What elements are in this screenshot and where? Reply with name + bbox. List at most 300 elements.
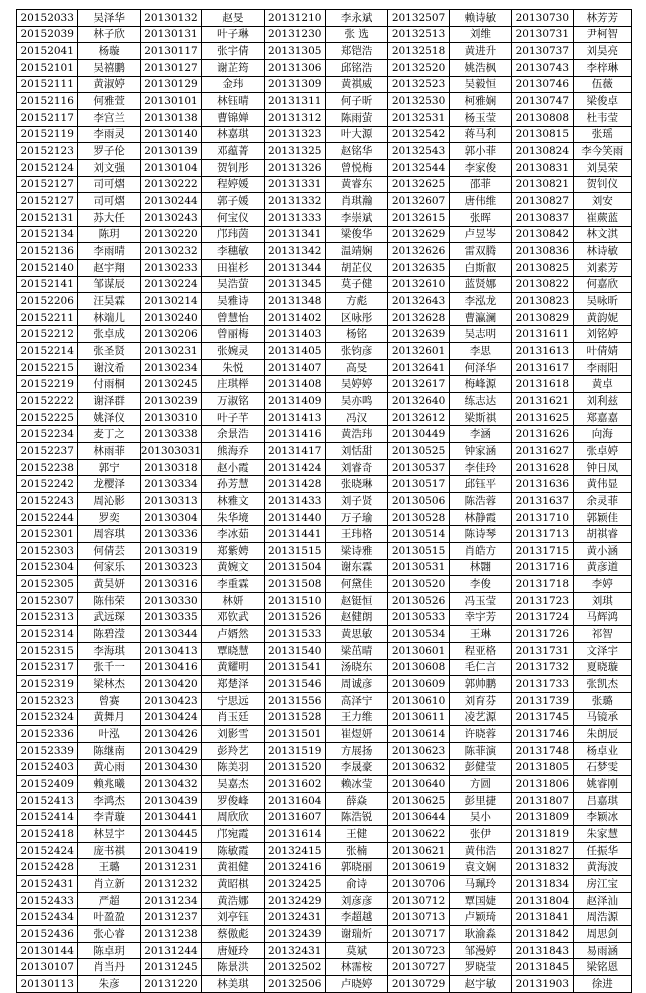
student-name-cell: 田崔杉 — [202, 259, 264, 276]
student-name-cell: 余景浩 — [202, 426, 264, 443]
student-name-cell: 马镜承 — [573, 709, 631, 726]
student-name-cell: 郑楚泽 — [202, 676, 264, 693]
student-name-cell: 李海琪 — [78, 642, 140, 659]
student-name-cell: 赵宇敏 — [449, 976, 511, 993]
student-id-cell: 20131841 — [512, 909, 573, 926]
student-id-cell: 20131210 — [264, 10, 325, 27]
student-id-cell: 20130304 — [140, 509, 201, 526]
student-id-cell: 20132544 — [388, 159, 449, 176]
student-name-cell: 李冰茹 — [202, 526, 264, 543]
student-name-cell: 刘文强 — [78, 159, 140, 176]
student-id-cell: 20152436 — [17, 926, 78, 943]
student-id-cell: 20131715 — [512, 543, 573, 560]
student-name-cell: 方展扬 — [325, 742, 387, 759]
student-name-cell: 梁铭恩 — [573, 959, 631, 976]
student-id-cell: 20130316 — [140, 576, 201, 593]
student-id-cell: 20131724 — [512, 609, 573, 626]
student-name-cell: 朱华境 — [202, 509, 264, 526]
student-id-cell: 20131611 — [512, 326, 573, 343]
student-id-cell: 20130445 — [140, 826, 201, 843]
student-name-cell: 邱钰平 — [449, 476, 511, 493]
student-id-cell: 20130640 — [388, 776, 449, 793]
student-name-cell: 何泽华 — [449, 359, 511, 376]
student-id-cell: 20152124 — [17, 159, 78, 176]
student-name-cell: 黄耀明 — [202, 659, 264, 676]
student-name-cell: 肖玉廷 — [202, 709, 264, 726]
student-id-cell: 20130506 — [388, 493, 449, 510]
student-id-cell: 20130222 — [140, 176, 201, 193]
student-name-cell: 张千一 — [78, 659, 140, 676]
student-id-cell: 20131520 — [264, 759, 325, 776]
student-name-cell: 卢颖琦 — [449, 909, 511, 926]
student-id-cell: 20131731 — [512, 642, 573, 659]
student-name-cell: 叶子琳 — [202, 26, 264, 43]
student-id-cell: 20132607 — [388, 193, 449, 210]
student-id-cell: 20130243 — [140, 209, 201, 226]
student-name-cell: 曹瀛澜 — [449, 309, 511, 326]
student-id-cell: 20130131 — [140, 26, 201, 43]
student-id-cell: 20131739 — [512, 692, 573, 709]
student-name-cell: 袁文娴 — [449, 859, 511, 876]
table-row — [17, 343, 632, 360]
student-name-cell: 王力维 — [325, 709, 387, 726]
student-id-cell: 20130432 — [140, 776, 201, 793]
student-name-cell: 黄昭棋 — [202, 876, 264, 893]
student-id-cell: 20131806 — [512, 776, 573, 793]
table-row — [17, 309, 632, 326]
student-id-cell: 20152134 — [17, 226, 78, 243]
student-id-cell: 20130423 — [140, 692, 201, 709]
student-id-cell: 20132625 — [388, 176, 449, 193]
student-id-cell: 20130334 — [140, 476, 201, 493]
student-name-cell: 唐娅玲 — [202, 942, 264, 959]
student-name-cell: 刘睿奇 — [325, 459, 387, 476]
student-name-cell: 卢昱岑 — [449, 226, 511, 243]
student-id-cell: 20131402 — [264, 309, 325, 326]
table-row — [17, 109, 632, 126]
student-id-cell: 20131541 — [264, 659, 325, 676]
student-id-cell: 20130730 — [512, 10, 573, 27]
student-id-cell: 20130515 — [388, 543, 449, 560]
student-id-cell: 20130233 — [140, 259, 201, 276]
student-id-cell: 20130330 — [140, 592, 201, 609]
student-id-cell: 20152206 — [17, 293, 78, 310]
student-name-cell: 蔡傲彪 — [202, 926, 264, 943]
student-name-cell: 李永斌 — [325, 10, 387, 27]
student-name-cell: 黄海波 — [573, 859, 631, 876]
student-id-cell: 20132615 — [388, 209, 449, 226]
student-name-cell: 黄婉文 — [202, 559, 264, 576]
student-name-cell: 梅峰源 — [449, 376, 511, 393]
student-name-cell: 方圆 — [449, 776, 511, 793]
student-id-cell: 20132543 — [388, 143, 449, 160]
table-row — [17, 642, 632, 659]
student-name-cell: 刘琪 — [573, 592, 631, 609]
student-name-cell: 李俊 — [449, 576, 511, 593]
student-id-cell: 20131540 — [264, 642, 325, 659]
student-name-cell: 罗子伦 — [78, 143, 140, 160]
student-id-cell: 20130430 — [140, 759, 201, 776]
student-id-cell: 20152304 — [17, 559, 78, 576]
student-id-cell: 20130706 — [388, 876, 449, 893]
student-id-cell: 20131416 — [264, 426, 325, 443]
student-name-cell: 李佳玲 — [449, 459, 511, 476]
student-name-cell: 李崇斌 — [325, 209, 387, 226]
student-name-cell: 麦丁之 — [78, 426, 140, 443]
student-name-cell: 赵宇翔 — [78, 259, 140, 276]
table-row — [17, 443, 632, 460]
student-name-cell: 龙樱泽 — [78, 476, 140, 493]
student-name-cell: 陈卓玥 — [78, 942, 140, 959]
student-name-cell: 吴小 — [449, 809, 511, 826]
student-name-cell: 陈菲演 — [449, 742, 511, 759]
student-id-cell: 20130338 — [140, 426, 201, 443]
student-name-cell: 金玮 — [202, 76, 264, 93]
student-id-cell: 20152237 — [17, 443, 78, 460]
student-id-cell: 20131819 — [512, 826, 573, 843]
student-id-cell: 20130531 — [388, 559, 449, 576]
student-id-cell: 20152117 — [17, 109, 78, 126]
student-id-cell: 20131341 — [264, 226, 325, 243]
student-name-cell: 黄舞月 — [78, 709, 140, 726]
student-id-cell: 20130220 — [140, 226, 201, 243]
student-name-cell: 严超 — [78, 892, 140, 909]
student-name-cell: 朱家慧 — [573, 826, 631, 843]
student-name-cell: 彭里捷 — [449, 792, 511, 809]
student-name-cell: 李宫兰 — [78, 109, 140, 126]
student-id-cell: 20132431 — [264, 942, 325, 959]
student-name-cell: 吴雅诗 — [202, 293, 264, 310]
student-name-cell: 李穗敏 — [202, 243, 264, 260]
student-id-cell: 20152242 — [17, 476, 78, 493]
student-name-cell: 陈美羽 — [202, 759, 264, 776]
student-id-cell: 20152414 — [17, 809, 78, 826]
student-name-cell: 叶子芊 — [202, 409, 264, 426]
student-id-cell: 20130842 — [512, 226, 573, 243]
student-name-cell: 邝玮茵 — [202, 226, 264, 243]
student-id-cell: 20131305 — [264, 43, 325, 60]
student-name-cell: 赖诗敏 — [449, 10, 511, 27]
student-id-cell: 20132635 — [388, 259, 449, 276]
student-name-cell: 柯雅娴 — [449, 93, 511, 110]
student-id-cell: 20132506 — [264, 976, 325, 993]
student-name-cell: 陈浩蓉 — [449, 493, 511, 510]
student-name-cell: 吴志明 — [449, 326, 511, 343]
student-id-cell: 20130101 — [140, 93, 201, 110]
student-id-cell: 20131834 — [512, 876, 573, 893]
student-name-cell: 谢瑞炘 — [325, 926, 387, 943]
student-id-cell: 20130621 — [388, 842, 449, 859]
student-name-cell: 黄昊妍 — [78, 576, 140, 593]
student-name-cell: 张伊 — [449, 826, 511, 843]
student-name-cell: 梁茁晴 — [325, 642, 387, 659]
student-name-cell: 李鸿杰 — [78, 792, 140, 809]
student-id-cell: 20130232 — [140, 243, 201, 260]
table-row — [17, 459, 632, 476]
student-id-cell: 20130244 — [140, 193, 201, 210]
student-id-cell: 20131237 — [140, 909, 201, 926]
table-row — [17, 493, 632, 510]
student-name-cell: 黄祺威 — [325, 76, 387, 93]
student-id-cell: 20130632 — [388, 759, 449, 776]
student-id-cell: 20130441 — [140, 809, 201, 826]
student-name-cell: 何倩芸 — [78, 543, 140, 560]
student-name-cell: 刘维 — [449, 26, 511, 43]
student-id-cell: 20152215 — [17, 359, 78, 376]
student-id-cell: 20131306 — [264, 59, 325, 76]
student-id-cell: 20131613 — [512, 343, 573, 360]
student-id-cell: 20132626 — [388, 243, 449, 260]
table-row — [17, 393, 632, 410]
table-row — [17, 792, 632, 809]
student-id-cell: 20130113 — [17, 976, 78, 993]
table-row — [17, 93, 632, 110]
student-id-cell: 20130825 — [512, 259, 573, 276]
student-id-cell: 20131441 — [264, 526, 325, 543]
student-name-cell: 曾丽梅 — [202, 326, 264, 343]
student-id-cell: 20130717 — [388, 926, 449, 943]
student-id-cell: 20131842 — [512, 926, 573, 943]
student-name-cell: 黄伟显 — [573, 476, 631, 493]
student-name-cell: 李超越 — [325, 909, 387, 926]
student-name-cell: 张楠 — [325, 842, 387, 859]
student-id-cell: 20130129 — [140, 76, 201, 93]
student-id-cell: 20130439 — [140, 792, 201, 809]
student-id-cell: 20130104 — [140, 159, 201, 176]
student-id-cell: 20132617 — [388, 376, 449, 393]
student-id-cell: 20132431 — [264, 909, 325, 926]
student-id-cell: 20131746 — [512, 726, 573, 743]
student-name-cell: 陈碧滢 — [78, 626, 140, 643]
student-name-cell: 刘安 — [573, 193, 631, 210]
student-id-cell: 20131403 — [264, 326, 325, 343]
student-id-cell: 20131515 — [264, 543, 325, 560]
student-id-cell: 20130117 — [140, 43, 201, 60]
table-row — [17, 526, 632, 543]
student-id-cell: 20131526 — [264, 609, 325, 626]
student-id-cell: 20152127 — [17, 193, 78, 210]
student-name-cell: 石梦雯 — [573, 759, 631, 776]
student-name-cell: 郭颖佳 — [573, 509, 631, 526]
student-name-cell: 陈浩锐 — [325, 809, 387, 826]
student-name-cell: 李梓琳 — [573, 59, 631, 76]
table-row — [17, 676, 632, 693]
student-name-cell: 梁俊卓 — [573, 93, 631, 110]
student-id-cell: 20131519 — [264, 742, 325, 759]
student-name-cell: 张宇倩 — [202, 43, 264, 60]
student-id-cell: 20152214 — [17, 343, 78, 360]
student-name-cell: 熊海乔 — [202, 443, 264, 460]
student-name-cell: 万子瑜 — [325, 509, 387, 526]
student-name-cell: 吴婷婷 — [325, 376, 387, 393]
table-row — [17, 976, 632, 993]
student-id-cell: 20131636 — [512, 476, 573, 493]
student-id-cell: 20130449 — [388, 426, 449, 443]
student-id-cell: 20152127 — [17, 176, 78, 193]
student-id-cell: 20131827 — [512, 842, 573, 859]
table-row — [17, 376, 632, 393]
student-name-cell: 吕嘉琪 — [573, 792, 631, 809]
student-id-cell: 20131607 — [264, 809, 325, 826]
student-id-cell: 20132542 — [388, 126, 449, 143]
student-id-cell: 20130712 — [388, 892, 449, 909]
student-name-cell: 莫子健 — [325, 276, 387, 293]
student-name-cell: 张晖 — [449, 209, 511, 226]
student-id-cell: 20131546 — [264, 676, 325, 693]
student-name-cell: 赵泽汕 — [573, 892, 631, 909]
student-id-cell: 20152324 — [17, 709, 78, 726]
student-name-cell: 刘昊荣 — [573, 159, 631, 176]
student-name-cell: 周容琪 — [78, 526, 140, 543]
student-id-cell: 20130517 — [388, 476, 449, 493]
student-id-cell: 20152116 — [17, 93, 78, 110]
student-id-cell: 20152418 — [17, 826, 78, 843]
student-name-cell: 姚睿刚 — [573, 776, 631, 793]
student-id-cell: 20130419 — [140, 842, 201, 859]
student-id-cell: 201303031 — [140, 443, 201, 460]
student-id-cell: 20131508 — [264, 576, 325, 593]
roster-body — [17, 10, 632, 993]
student-id-cell: 20131433 — [264, 493, 325, 510]
student-name-cell: 钟家涵 — [449, 443, 511, 460]
student-name-cell: 曾慧怡 — [202, 309, 264, 326]
student-id-cell: 20131326 — [264, 159, 325, 176]
table-row — [17, 326, 632, 343]
student-id-cell: 20130335 — [140, 609, 201, 626]
table-row — [17, 576, 632, 593]
student-name-cell: 林昱宇 — [78, 826, 140, 843]
student-name-cell: 曾赛 — [78, 692, 140, 709]
student-id-cell: 20152234 — [17, 426, 78, 443]
student-name-cell: 郭帅鹏 — [449, 676, 511, 693]
student-id-cell: 20152033 — [17, 10, 78, 27]
table-row — [17, 226, 632, 243]
student-id-cell: 20130831 — [512, 159, 573, 176]
student-name-cell: 黄韵妮 — [573, 309, 631, 326]
student-name-cell: 赵健朗 — [325, 609, 387, 626]
student-id-cell: 20130743 — [512, 59, 573, 76]
table-row — [17, 509, 632, 526]
student-name-cell: 马辉鸿 — [573, 609, 631, 626]
student-id-cell: 20131718 — [512, 576, 573, 593]
table-row — [17, 243, 632, 260]
student-id-cell: 20130231 — [140, 343, 201, 360]
student-name-cell: 刘育芬 — [449, 692, 511, 709]
student-name-cell: 黄进升 — [449, 43, 511, 60]
student-name-cell: 李泓龙 — [449, 293, 511, 310]
student-name-cell: 周诚彦 — [325, 676, 387, 693]
student-name-cell: 郑铠浩 — [325, 43, 387, 60]
student-name-cell: 刘亭钰 — [202, 909, 264, 926]
student-name-cell: 陈伟荣 — [78, 592, 140, 609]
student-id-cell: 20130416 — [140, 659, 201, 676]
student-name-cell: 李家俊 — [449, 159, 511, 176]
student-name-cell: 方彪 — [325, 293, 387, 310]
student-id-cell: 20130625 — [388, 792, 449, 809]
student-id-cell: 20130420 — [140, 676, 201, 693]
student-name-cell: 郭子媛 — [202, 193, 264, 210]
student-id-cell: 20130514 — [388, 526, 449, 543]
student-name-cell: 崔煜妍 — [325, 726, 387, 743]
table-row — [17, 942, 632, 959]
student-id-cell: 20131424 — [264, 459, 325, 476]
table-row — [17, 43, 632, 60]
student-id-cell: 20130234 — [140, 359, 201, 376]
student-name-cell: 赵小霞 — [202, 459, 264, 476]
student-id-cell: 20131344 — [264, 259, 325, 276]
table-row — [17, 259, 632, 276]
student-name-cell: 林妍 — [202, 592, 264, 609]
student-name-cell: 罗俊峰 — [202, 792, 264, 809]
student-id-cell: 20131428 — [264, 476, 325, 493]
student-id-cell: 20130619 — [388, 859, 449, 876]
student-name-cell: 林嘉琪 — [202, 126, 264, 143]
student-name-cell: 梁斯祺 — [449, 409, 511, 426]
student-id-cell: 20152336 — [17, 726, 78, 743]
student-name-cell: 何黛佳 — [325, 576, 387, 593]
student-id-cell: 20130526 — [388, 592, 449, 609]
table-row — [17, 609, 632, 626]
student-name-cell: 尹柯智 — [573, 26, 631, 43]
student-name-cell: 何子昕 — [325, 93, 387, 110]
student-name-cell: 陈诗琴 — [449, 526, 511, 543]
student-id-cell: 20152212 — [17, 326, 78, 343]
student-id-cell: 20132629 — [388, 226, 449, 243]
student-name-cell: 姚浩枫 — [449, 59, 511, 76]
student-name-cell: 李雨晴 — [78, 243, 140, 260]
table-row — [17, 10, 632, 27]
student-name-cell: 林子欣 — [78, 26, 140, 43]
student-name-cell: 付雨桐 — [78, 376, 140, 393]
student-name-cell: 黄浩娜 — [202, 892, 264, 909]
table-row — [17, 826, 632, 843]
student-id-cell: 20132612 — [388, 409, 449, 426]
student-name-cell: 梁林杰 — [78, 676, 140, 693]
student-id-cell: 20130821 — [512, 176, 573, 193]
student-id-cell: 20132640 — [388, 393, 449, 410]
student-name-cell: 黄思敏 — [325, 626, 387, 643]
student-name-cell: 谢芷筠 — [202, 59, 264, 76]
student-id-cell: 20131331 — [264, 176, 325, 193]
student-id-cell: 20131234 — [140, 892, 201, 909]
student-name-cell: 李涵 — [449, 426, 511, 443]
student-id-cell: 20130127 — [140, 59, 201, 76]
student-name-cell: 刘利兹 — [573, 393, 631, 410]
student-id-cell: 20132518 — [388, 43, 449, 60]
student-id-cell: 20131311 — [264, 93, 325, 110]
student-name-cell: 祁智 — [573, 626, 631, 643]
student-name-cell: 陈敏霞 — [202, 842, 264, 859]
student-id-cell: 20130245 — [140, 376, 201, 393]
student-id-cell: 20152323 — [17, 692, 78, 709]
student-id-cell: 20130424 — [140, 709, 201, 726]
student-id-cell: 20131510 — [264, 592, 325, 609]
student-name-cell: 黄小涵 — [573, 543, 631, 560]
student-name-cell: 余灵菲 — [573, 493, 631, 510]
student-name-cell: 蒋马利 — [449, 126, 511, 143]
student-id-cell: 20130533 — [388, 609, 449, 626]
student-id-cell: 20130614 — [388, 726, 449, 743]
student-id-cell: 20131244 — [140, 942, 201, 959]
student-name-cell: 向海 — [573, 426, 631, 443]
student-name-cell: 王璐 — [78, 859, 140, 876]
table-row — [17, 876, 632, 893]
student-roster-table — [16, 9, 632, 993]
table-row — [17, 293, 632, 310]
student-name-cell: 赖兆曦 — [78, 776, 140, 793]
student-id-cell: 20131637 — [512, 493, 573, 510]
student-name-cell: 刘素芳 — [573, 259, 631, 276]
